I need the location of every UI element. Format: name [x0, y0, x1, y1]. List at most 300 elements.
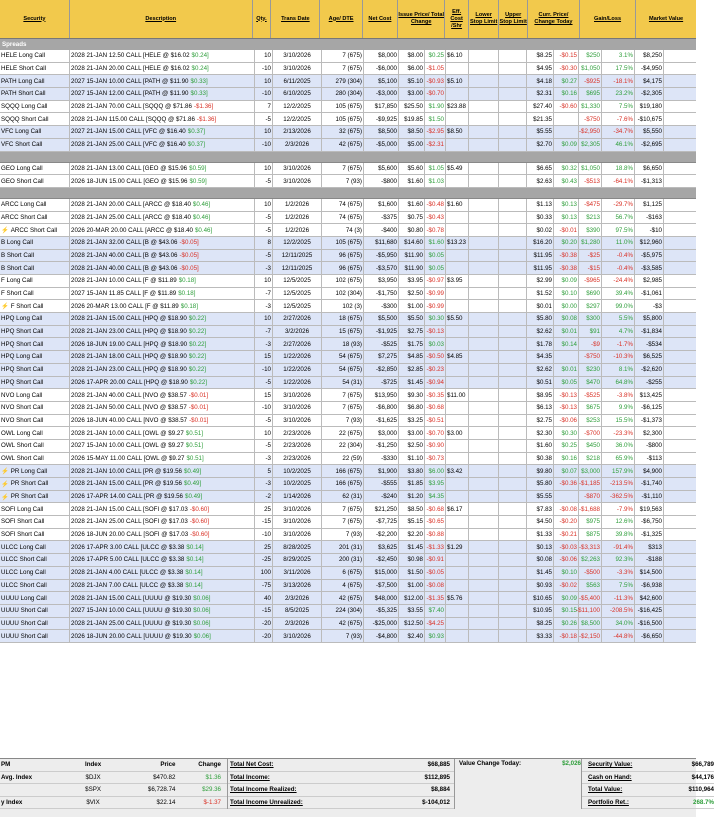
security-cell: [0, 630, 70, 642]
net-cost-cell: [364, 101, 399, 113]
upper-stop-cell: [499, 529, 527, 541]
age-cell-text: 105 (675): [335, 103, 362, 111]
index-symbol: $SPX: [85, 786, 101, 794]
total-change-cell-text: -$0.99: [426, 302, 444, 310]
curr-price-cell-text: $2.62: [536, 366, 552, 374]
table-row[interactable]: [0, 440, 696, 453]
curr-price-cell: [527, 75, 554, 87]
market-value-cell: [635, 300, 664, 312]
eff-cost-cell: [446, 75, 469, 87]
gain-pct-cell: [602, 516, 635, 528]
col-qty[interactable]: Qty.: [253, 0, 272, 38]
table-row[interactable]: [0, 313, 696, 326]
gain-loss-cell-text: $250: [586, 52, 600, 60]
total-change-cell-text: $0.03: [428, 340, 444, 348]
net-cost-cell: [364, 163, 399, 175]
gain-loss-cell: [579, 139, 602, 151]
change-today-cell: [554, 88, 579, 100]
net-cost-cell-text: $21,250: [374, 505, 397, 513]
curr-price-cell: [527, 541, 554, 553]
trans-date-cell-text: 3/10/2026: [283, 391, 311, 399]
table-row[interactable]: [0, 618, 696, 631]
market-value-cell-text: $2,300: [643, 429, 662, 437]
gain-pct-cell-text: 11.0%: [615, 239, 633, 247]
table-row[interactable]: [0, 554, 696, 567]
curr-price-cell: [527, 377, 554, 389]
issue-price-cell-text: $12.50: [404, 619, 423, 627]
table-row[interactable]: [0, 427, 696, 440]
lower-stop-cell: [469, 88, 499, 100]
age-cell-text: 7 (675): [342, 164, 362, 172]
gain-pct-cell: [602, 554, 635, 566]
total-change-cell-text: -$0.68: [426, 505, 444, 513]
eff-cost-cell: [446, 618, 469, 630]
issue-price-cell: [399, 63, 425, 75]
underlying-change: $0.14]: [186, 543, 204, 551]
table-row[interactable]: [0, 338, 696, 351]
lower-stop-cell: [469, 262, 499, 274]
issue-price-cell-text: $1.60: [407, 201, 423, 209]
curr-price-cell-text: $0.01: [536, 302, 552, 310]
net-cost-cell: [364, 389, 399, 401]
trans-date-cell: [273, 126, 322, 138]
table-row[interactable]: [0, 175, 696, 188]
alert-bolt-icon: ⚡: [1, 468, 9, 476]
security-cell: [0, 478, 70, 490]
table-row[interactable]: [0, 288, 696, 301]
eff-cost-cell: [446, 338, 469, 350]
gain-pct-cell-text: -3.8%: [616, 391, 633, 399]
curr-price-cell: [527, 300, 554, 312]
qty-cell: [255, 567, 273, 579]
age-cell-text: 279 (304): [335, 77, 362, 85]
change-today-cell: [554, 364, 579, 376]
net-cost-cell-text: -$2,850: [376, 366, 397, 374]
eff-cost-cell-text: $13.23: [447, 239, 466, 247]
qty-cell: [255, 88, 273, 100]
market-value-cell: [635, 224, 664, 236]
net-cost-cell-text: -$3,570: [376, 264, 397, 272]
col-upper-stop[interactable]: Upper Stop Limit: [499, 0, 528, 38]
alert-bolt-icon: ⚡: [1, 303, 9, 311]
description-cell-text: 2028 21-JAN 25.00 CALL [SOFI @ $17.03: [71, 518, 188, 526]
total-change-cell: [425, 592, 446, 604]
issue-price-cell-text: $2.75: [407, 328, 423, 336]
underlying-change: $0.14]: [185, 581, 203, 589]
table-row[interactable]: [0, 402, 696, 415]
net-cost-cell-text: $11,680: [375, 239, 397, 247]
market-value-cell: [635, 491, 664, 503]
gain-pct-cell: [602, 389, 635, 401]
eff-cost-cell: [446, 163, 469, 175]
upper-stop-cell: [499, 364, 527, 376]
gain-pct-cell: [602, 139, 635, 151]
market-value-cell-text: $12,960: [639, 239, 662, 247]
issue-price-cell: [399, 351, 425, 363]
issue-price-cell-text: $12.00: [404, 594, 423, 602]
table-row[interactable]: [0, 237, 696, 250]
issue-price-cell-text: $0.75: [407, 213, 423, 221]
table-row[interactable]: [0, 389, 696, 402]
table-row[interactable]: [0, 163, 696, 176]
table-row[interactable]: [0, 262, 696, 275]
gain-pct-cell: [602, 338, 635, 350]
lower-stop-cell: [469, 101, 499, 113]
trans-date-cell: [273, 224, 322, 236]
underlying-change: $0.18]: [178, 277, 196, 285]
col-gain-loss[interactable]: Gain/Loss: [580, 0, 636, 38]
lower-stop-cell: [469, 453, 499, 465]
trans-date-cell-text: 12/11/2025: [281, 251, 313, 259]
table-row[interactable]: [0, 465, 696, 478]
gain-pct-cell: [602, 313, 635, 325]
table-row[interactable]: [0, 630, 696, 643]
issue-price-cell-text: $5.00: [407, 141, 423, 149]
issue-price-cell: [399, 212, 425, 224]
gain-loss-cell-text: $218: [586, 454, 600, 462]
qty-cell: [255, 605, 273, 617]
issue-price-cell: [399, 126, 425, 138]
table-row[interactable]: [0, 415, 696, 428]
age-cell: [322, 224, 364, 236]
upper-stop-cell: [499, 75, 527, 87]
issue-price-cell-text: $3.80: [407, 467, 423, 475]
description-cell: [70, 554, 255, 566]
col-lower-stop[interactable]: Lower Stop Limit: [469, 0, 499, 38]
change-today-cell: [554, 630, 579, 642]
net-cost-cell: [364, 567, 399, 579]
eff-cost-cell: [446, 88, 469, 100]
description-cell: [70, 326, 255, 338]
market-value-cell: [635, 567, 664, 579]
column-header-row: [0, 0, 696, 39]
trans-date-cell-text: 12/5/2025: [283, 290, 311, 298]
change-today-cell-text: -$0.20: [559, 518, 577, 526]
gain-loss-cell-text: -$500: [584, 569, 600, 577]
table-row[interactable]: [0, 139, 696, 152]
gain-loss-cell-text: $675: [586, 404, 600, 412]
eff-cost-cell: [446, 63, 469, 75]
underlying-change: $0.14]: [186, 556, 204, 564]
underlying-change: $0.33]: [190, 90, 208, 98]
total-change-cell: [425, 250, 446, 262]
table-row[interactable]: [0, 377, 696, 390]
upper-stop-cell: [499, 465, 527, 477]
eff-cost-cell: [446, 478, 469, 490]
security-name: PATH Long Call: [1, 77, 45, 85]
underlying-change: $0.46]: [192, 201, 211, 209]
trans-date-cell: [273, 580, 322, 592]
age-cell: [322, 427, 364, 439]
col-market-value[interactable]: Market Value: [648, 15, 684, 22]
eff-cost-cell: [446, 592, 469, 604]
table-row[interactable]: [0, 592, 696, 605]
table-row[interactable]: [0, 503, 696, 516]
qty-cell: [255, 377, 273, 389]
trans-date-cell: [273, 212, 322, 224]
total-change-cell-text: -$0.48: [426, 201, 444, 209]
upper-stop-cell: [499, 199, 527, 211]
alert-bolt-icon: ⚡: [1, 480, 9, 488]
trans-date-cell: [273, 389, 322, 401]
gain-pct-cell: [602, 326, 635, 338]
issue-price-cell: [399, 516, 425, 528]
summary-label: Total Value:: [588, 786, 623, 794]
table-row[interactable]: [0, 351, 696, 364]
description-cell-text: 2028 21-JAN 15.00 CALL [PR @ $19.56: [71, 480, 182, 488]
trans-date-cell-text: 12/2/2025: [283, 115, 311, 123]
qty-cell-text: -5: [265, 442, 271, 450]
trans-date-cell: [273, 101, 322, 113]
lower-stop-cell: [469, 212, 499, 224]
qty-cell: [255, 326, 273, 338]
change-today-cell-text: $0.43: [561, 177, 577, 185]
description-cell-text: 2028 21-JAN 20.00 CALL [ARCC @ $18.40: [71, 201, 191, 209]
description-cell-text: 2027 21-JAN 15.00 CALL [VFC @ $16.40: [71, 128, 186, 136]
table-row[interactable]: [0, 567, 696, 580]
age-cell-text: 200 (31): [338, 556, 362, 564]
market-value-cell-text: $14,500: [639, 569, 662, 577]
age-cell-text: 96 (675): [338, 264, 362, 272]
age-cell: [322, 541, 364, 553]
table-row[interactable]: [0, 326, 696, 339]
trans-date-cell-text: 3/10/2026: [283, 404, 311, 412]
trans-date-cell: [273, 592, 322, 604]
net-cost-cell: [364, 516, 399, 528]
table-row[interactable]: [0, 275, 696, 288]
description-cell-text: 2026 18-JUN 20.00 CALL [SOFI @ $17.03: [71, 531, 189, 539]
table-row[interactable]: [0, 491, 696, 504]
gain-pct-cell: [602, 300, 635, 312]
table-row[interactable]: [0, 453, 696, 466]
change-today-cell-text: $0.20: [561, 239, 577, 247]
trans-date-cell: [273, 199, 322, 211]
total-change-cell: [425, 63, 446, 75]
gain-loss-cell-text: $390: [586, 226, 600, 234]
total-change-cell-text: -$0.73: [426, 454, 444, 462]
table-row[interactable]: [0, 580, 696, 593]
qty-cell: [255, 163, 273, 175]
upper-stop-cell: [499, 175, 527, 187]
market-value-cell: [635, 427, 664, 439]
curr-price-cell: [527, 250, 554, 262]
issue-price-cell: [399, 377, 425, 389]
table-row[interactable]: [0, 50, 696, 63]
market-value-cell-text: -$6,750: [641, 518, 662, 526]
table-row[interactable]: [0, 75, 696, 88]
table-row[interactable]: [0, 516, 696, 529]
issue-price-cell-text: $2.50: [407, 442, 423, 450]
gain-pct-cell-text: -29.7%: [613, 201, 633, 209]
col-eff-cost[interactable]: Eff. Cost /Shr: [445, 0, 469, 38]
security-name: HPQ Long Call: [1, 353, 43, 361]
underlying-change: $0.22]: [189, 340, 207, 348]
eff-cost-cell: [446, 101, 469, 113]
table-row[interactable]: [0, 126, 696, 139]
trans-date-cell: [273, 313, 322, 325]
total-change-cell-text: $3.95: [428, 480, 444, 488]
table-row[interactable]: [0, 529, 696, 542]
eff-cost-cell: [446, 126, 469, 138]
index-lead: y Index: [1, 798, 23, 806]
total-value: $112,895: [424, 773, 450, 781]
table-row[interactable]: [0, 199, 696, 212]
underlying-change: $0.06]: [193, 632, 211, 640]
index-price: $470.82: [153, 773, 176, 781]
curr-price-cell: [527, 126, 554, 138]
col-description[interactable]: Description: [70, 0, 253, 38]
table-row[interactable]: [0, 478, 696, 491]
change-today-cell: [554, 580, 579, 592]
table-row[interactable]: [0, 212, 696, 225]
description-cell-text: 2028 21-JAN 10.00 CALL [F @ $11.89: [71, 277, 177, 285]
issue-price-cell: [399, 567, 425, 579]
table-row[interactable]: [0, 101, 696, 114]
change-today-cell-text: -$0.30: [559, 65, 577, 73]
market-value-cell-text: -$5,975: [641, 251, 662, 259]
curr-price-cell-text: $8.25: [536, 52, 552, 60]
curr-price-cell-text: $5.55: [536, 493, 552, 501]
description-cell-text: 2028 21-JAN 115.00 CALL [SQQQ @ $71.86: [71, 115, 195, 123]
change-today-cell: [554, 351, 579, 363]
table-row[interactable]: [0, 63, 696, 76]
security-cell: [0, 377, 70, 389]
trans-date-cell: [273, 415, 322, 427]
eff-cost-cell: [446, 465, 469, 477]
market-value-cell: [635, 250, 664, 262]
col-net-cost[interactable]: Net Cost: [363, 0, 398, 38]
net-cost-cell: [364, 351, 399, 363]
market-value-cell: [635, 50, 664, 62]
market-value-cell-text: -$10,675: [637, 115, 662, 123]
change-today-cell-text: $0.00: [561, 302, 577, 310]
total-change-cell: [425, 516, 446, 528]
trans-date-cell-text: 3/13/2026: [283, 581, 311, 589]
table-row[interactable]: [0, 364, 696, 377]
age-cell-text: 54 (675): [338, 353, 362, 361]
qty-cell-text: -7: [265, 290, 271, 298]
table-row[interactable]: [0, 300, 696, 313]
total-change-cell: [425, 113, 446, 125]
upper-stop-cell: [499, 554, 527, 566]
age-cell-text: 18 (675): [338, 315, 362, 323]
col-security[interactable]: Security: [0, 0, 70, 38]
description-cell: [70, 50, 255, 62]
security-name: ULCC Short Call: [1, 581, 47, 589]
issue-price-cell: [399, 326, 425, 338]
change-today-cell: [554, 529, 579, 541]
table-row[interactable]: [0, 224, 696, 237]
col-trans-date[interactable]: Trans Date: [271, 0, 320, 38]
gain-loss-cell-text: -$965: [584, 277, 600, 285]
underlying-change: $0.24]: [191, 52, 209, 60]
table-row[interactable]: [0, 541, 696, 554]
change-today-cell-text: $0.13: [561, 201, 577, 209]
curr-price-cell-text: $2.62: [536, 328, 552, 336]
security-cell: [0, 402, 70, 414]
gain-loss-cell: [579, 580, 602, 592]
change-today-cell-text: $0.09: [561, 594, 577, 602]
col-age-dte[interactable]: Age/ DTE: [320, 0, 362, 38]
age-cell: [322, 175, 364, 187]
total-change-cell: [425, 163, 446, 175]
upper-stop-cell: [499, 139, 527, 151]
total-label: Total Income Unrealized:: [230, 798, 303, 806]
qty-cell-text: 10: [264, 128, 271, 136]
description-cell-text: 2026 17-APR 5.00 CALL [ULCC @ $3.38: [71, 556, 185, 564]
trans-date-cell: [273, 139, 322, 151]
underlying-change: -$1.36]: [193, 103, 214, 111]
underlying-change: -$0.05]: [179, 264, 199, 272]
gain-loss-cell: [579, 212, 602, 224]
eff-cost-cell: [446, 364, 469, 376]
gain-pct-cell: [602, 351, 635, 363]
lower-stop-cell: [469, 126, 499, 138]
underlying-change: $0.22]: [188, 366, 206, 374]
security-name: ARCC Short Call: [10, 226, 58, 234]
market-value-cell-text: -$1,325: [641, 531, 662, 539]
total-change-cell: [425, 618, 446, 630]
trans-date-cell: [273, 630, 322, 642]
curr-price-cell: [527, 313, 554, 325]
table-row[interactable]: [0, 88, 696, 101]
col-issue-price[interactable]: Issue Price/ Total Change: [398, 0, 445, 38]
net-cost-cell-text: -$1,250: [376, 442, 397, 450]
issue-price-cell-text: $3.00: [407, 90, 423, 98]
total-change-cell: [425, 541, 446, 553]
description-cell-text: 2028 21-JAN 25.00 CALL [ARCC @ $18.40: [71, 213, 191, 221]
age-cell: [322, 529, 364, 541]
age-cell-text: 102 (675): [335, 277, 362, 285]
eff-cost-cell: [446, 554, 469, 566]
total-change-cell: [425, 139, 446, 151]
underlying-change: -$0.60]: [190, 531, 210, 539]
qty-cell: [255, 250, 273, 262]
description-cell-text: 2028 21-JAN 15.00 CALL [HPQ @ $18.90: [71, 315, 187, 323]
qty-cell-text: -75: [262, 581, 271, 589]
issue-price-cell: [399, 175, 425, 187]
age-cell: [322, 605, 364, 617]
curr-price-cell-text: $0.08: [536, 556, 552, 564]
col-curr-price[interactable]: Curr. Price/ Change Today: [528, 0, 580, 38]
age-cell: [322, 415, 364, 427]
qty-cell-text: -20: [262, 632, 271, 640]
curr-price-cell-text: $10.65: [533, 594, 552, 602]
trans-date-cell-text: 3/11/2026: [283, 569, 311, 577]
security-name: ARCC Short Call: [1, 213, 48, 221]
market-value-cell: [635, 541, 664, 553]
change-today-cell-text: $0.01: [561, 328, 577, 336]
total-change-cell: [425, 364, 446, 376]
age-cell: [322, 288, 364, 300]
table-row[interactable]: [0, 605, 696, 618]
description-cell-text: 2028 21-JAN 10.00 CALL [PR @ $19.56: [71, 467, 182, 475]
change-today-cell-text: $0.13: [561, 213, 577, 221]
table-row[interactable]: [0, 113, 696, 126]
table-row[interactable]: [0, 250, 696, 263]
market-value-cell: [635, 364, 664, 376]
market-value-cell: [635, 529, 664, 541]
issue-price-cell-text: $1.20: [407, 493, 423, 501]
qty-cell-text: -3: [265, 340, 271, 348]
change-today-cell-text: $0.15: [561, 607, 577, 615]
lower-stop-cell: [469, 364, 499, 376]
net-cost-cell: [364, 427, 399, 439]
upper-stop-cell: [499, 377, 527, 389]
upper-stop-cell: [499, 415, 527, 427]
security-cell: [0, 139, 70, 151]
total-change-cell: [425, 212, 446, 224]
